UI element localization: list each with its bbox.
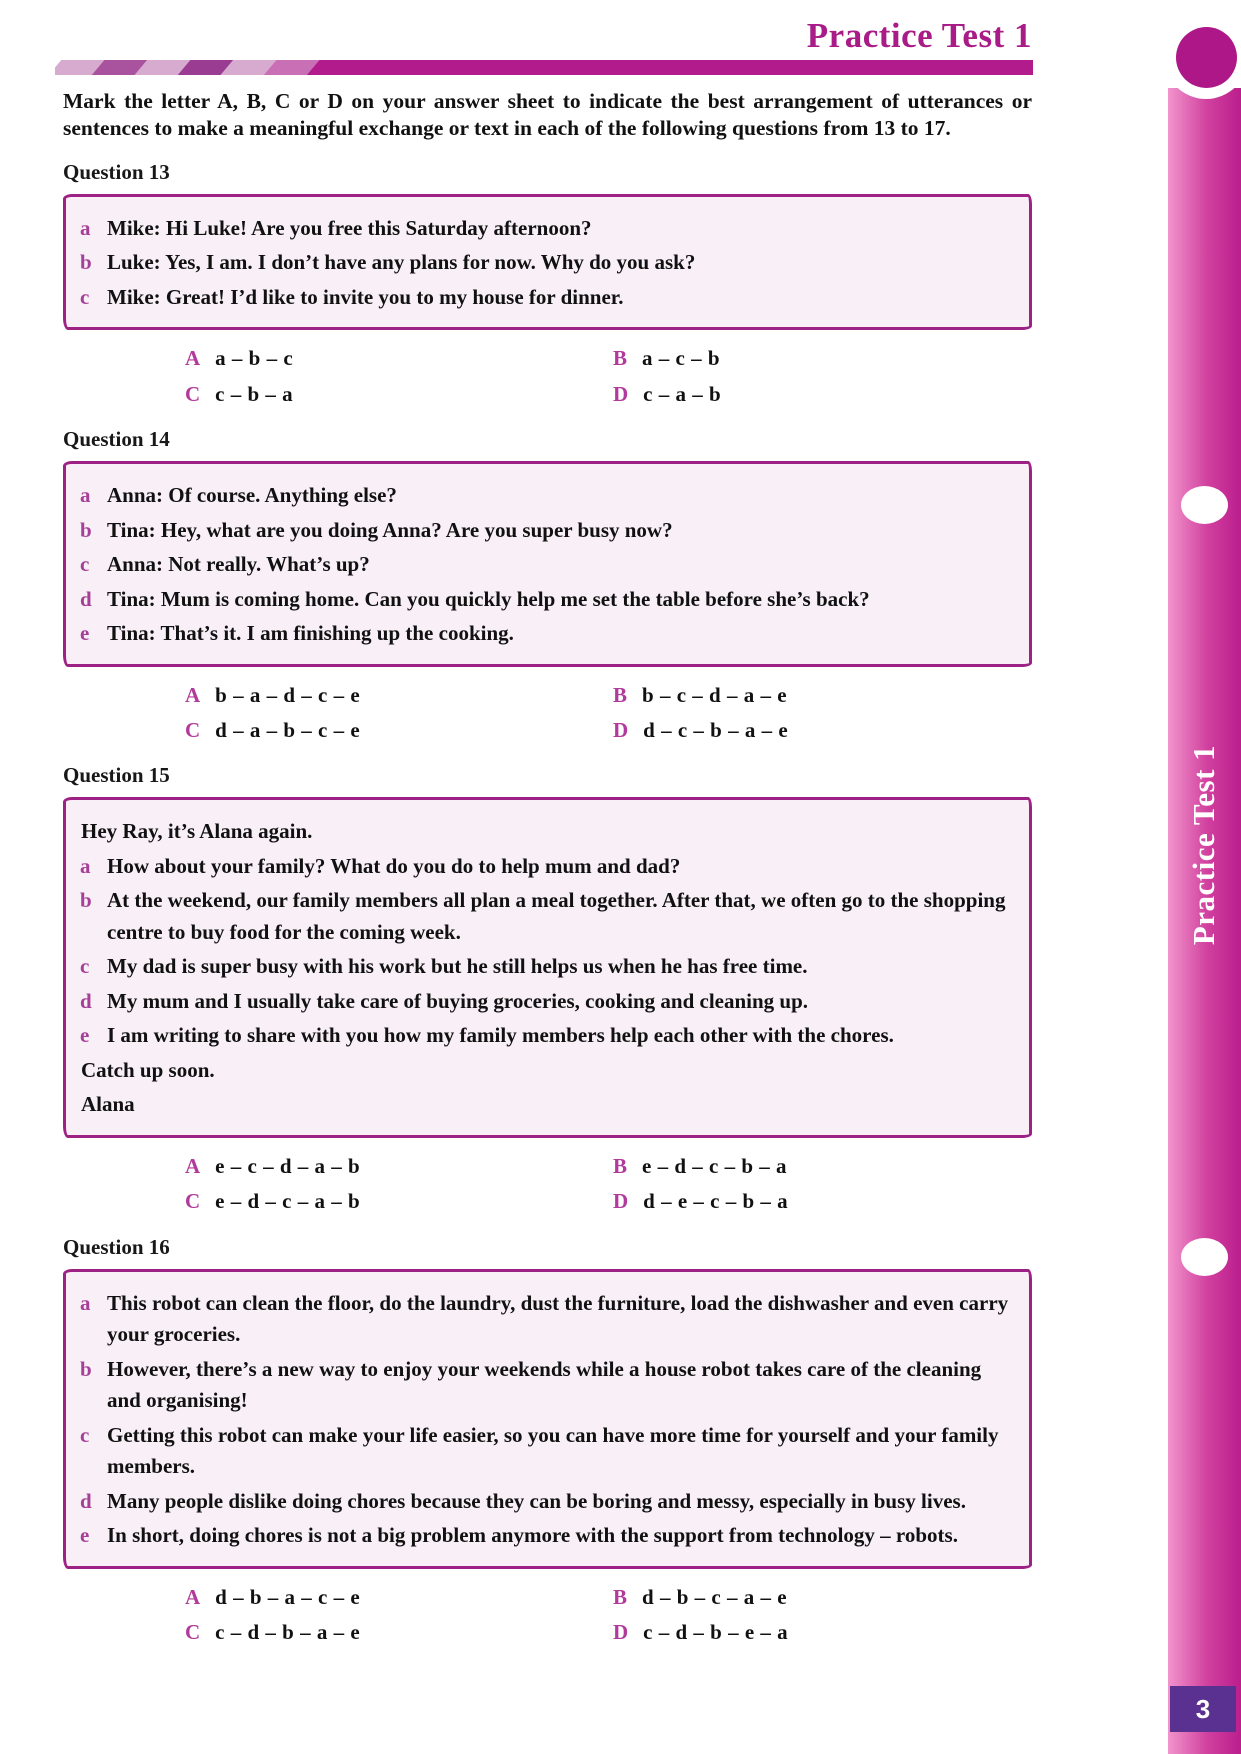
item-text: Getting this robot can make your life easier, so you can have more time for yourself and your family members. [107, 1422, 999, 1479]
option-letter: A [185, 1153, 201, 1178]
option-b [613, 344, 1032, 373]
white-dot [1181, 1238, 1228, 1276]
item-text: Anna: Of course. Anything else? [107, 483, 397, 508]
item-letter: d [80, 1488, 92, 1513]
dialogue-item [80, 986, 1011, 1018]
white-dot [1181, 486, 1228, 524]
header-accent-bar [55, 60, 1033, 75]
option-letter: D [613, 718, 629, 743]
option-text: c – d – b – a – e [215, 1620, 361, 1645]
item-letter: b [80, 888, 92, 913]
option-d [613, 1618, 1032, 1647]
dialogue-item [80, 1020, 1011, 1052]
sidebar-vertical-title: Practice Test 1 [1186, 744, 1222, 946]
question-15-box [63, 797, 1032, 1138]
dialogue-item [80, 851, 1011, 883]
item-letter: d [80, 586, 92, 611]
option-letter: D [613, 1189, 629, 1214]
item-text: However, there’s a new way to enjoy your weekends while a house robot takes care of the cleaning and organising! [107, 1356, 982, 1413]
option-c [185, 380, 613, 409]
option-text: d – c – b – a – e [643, 718, 789, 743]
option-text: d – b – c – a – e [642, 1584, 788, 1609]
option-text: e – d – c – b – a [642, 1153, 788, 1178]
option-letter: C [185, 381, 201, 406]
option-text: d – b – a – c – e [215, 1584, 361, 1609]
dialogue-item [80, 1486, 1011, 1518]
option-c [185, 1187, 613, 1216]
letter-signature: Alana [81, 1092, 135, 1117]
option-letter: C [185, 1620, 201, 1645]
question-14-label: Question 14 [63, 427, 170, 452]
option-b [613, 1152, 1032, 1181]
dialogue-item [80, 1354, 1011, 1417]
option-c [185, 716, 613, 745]
option-letter: D [613, 381, 629, 406]
item-text: Tina: Mum is coming home. Can you quickly help me set the table before she’s back? [107, 586, 870, 611]
option-text: a – c – b [642, 346, 721, 371]
option-letter: A [185, 346, 201, 371]
item-letter: c [80, 552, 90, 577]
item-text: Mike: Hi Luke! Are you free this Saturday afternoon? [107, 215, 592, 240]
option-a [185, 681, 613, 710]
item-letter: c [80, 954, 90, 979]
option-text: c – a – b [643, 381, 722, 406]
item-letter: c [80, 1422, 90, 1447]
page-number: 3 [1195, 1693, 1211, 1724]
dialogue-item [80, 480, 1011, 512]
item-text: At the weekend, our family members all plan a meal together. After that, we often go to the shopping centre to buy food for the coming week. [107, 888, 1006, 944]
dialogue-item [80, 247, 1011, 279]
option-letter: B [613, 1153, 628, 1178]
option-letter: C [185, 718, 201, 743]
dialogue-item [80, 1420, 1011, 1483]
question-16-label: Question 16 [63, 1234, 170, 1259]
option-d [613, 1187, 1032, 1216]
item-text: My mum and I usually take care of buying groceries, cooking and cleaning up. [107, 988, 809, 1013]
option-letter: A [185, 1584, 201, 1609]
option-letter: C [185, 1189, 201, 1214]
item-text: Tina: Hey, what are you doing Anna? Are you super busy now? [107, 517, 673, 542]
option-a [185, 344, 613, 373]
item-letter: e [80, 1023, 90, 1048]
item-text: I am writing to share with you how my family members help each other with the chores. [107, 1023, 894, 1048]
question-14-options [185, 681, 1032, 746]
question-13-box [63, 194, 1032, 331]
dialogue-item [80, 618, 1011, 650]
item-letter: a [80, 853, 91, 878]
dialogue-item [80, 213, 1011, 245]
option-c [185, 1618, 613, 1647]
page-number-badge [1170, 1686, 1236, 1732]
question-14-box [63, 461, 1032, 667]
option-d [613, 380, 1032, 409]
letter-closing: Catch up soon. [81, 1057, 215, 1082]
page-title: Practice Test 1 [806, 16, 1032, 55]
dialogue-item [80, 584, 1011, 616]
option-text: e – d – c – a – b [215, 1189, 361, 1214]
item-letter: e [80, 621, 90, 646]
instructions-text: Mark the letter A, B, C or D on your answer sheet to indicate the best arrangement of utterances or sentences to make a meaningful exchange or text in each of the following questions from 13 to 17. [63, 88, 1032, 140]
question-13-options [185, 344, 1032, 409]
option-text: e – c – d – a – b [215, 1153, 361, 1178]
stripe-solid [307, 60, 1033, 75]
option-letter: B [613, 682, 628, 707]
item-letter: a [80, 483, 91, 508]
dialogue-item [80, 885, 1011, 948]
item-letter: e [80, 1523, 90, 1548]
item-text: Luke: Yes, I am. I don’t have any plans for now. Why do you ask? [107, 250, 696, 275]
item-letter: c [80, 284, 90, 309]
item-letter: a [80, 215, 91, 240]
question-16-options [185, 1583, 1032, 1648]
item-text: My dad is super busy with his work but he still helps us when he has free time. [107, 954, 808, 979]
item-text: Tina: That’s it. I am finishing up the cooking. [107, 621, 514, 646]
item-text: Many people dislike doing chores because they can be boring and messy, especially in busy lives. [107, 1488, 966, 1513]
question-16-box [63, 1269, 1032, 1569]
dialogue-item [80, 1288, 1011, 1351]
item-text: How about your family? What do you do to help mum and dad? [107, 853, 681, 878]
item-letter: a [80, 1290, 91, 1315]
dialogue-item [80, 282, 1011, 314]
item-text: This robot can clean the floor, do the laundry, dust the furniture, load the dishwasher and even carry your groceries. [107, 1290, 1009, 1347]
item-letter: d [80, 988, 92, 1013]
option-letter: A [185, 682, 201, 707]
dialogue-item [80, 1520, 1011, 1552]
item-text: Anna: Not really. What’s up? [107, 552, 370, 577]
item-letter: b [80, 1356, 92, 1381]
question-13-label: Question 13 [63, 159, 170, 184]
option-letter: B [613, 1584, 628, 1609]
magenta-circle [1176, 27, 1237, 88]
option-text: c – d – b – e – a [643, 1620, 789, 1645]
option-text: d – e – c – b – a [643, 1189, 789, 1214]
option-b [613, 1583, 1032, 1612]
option-letter: D [613, 1620, 629, 1645]
item-text: Mike: Great! I’d like to invite you to my house for dinner. [107, 284, 624, 309]
option-text: c – b – a [215, 381, 294, 406]
item-text: In short, doing chores is not a big problem anymore with the support from technology – robots. [107, 1523, 958, 1548]
option-d [613, 716, 1032, 745]
question-15-label: Question 15 [63, 763, 170, 788]
question-15-options [185, 1152, 1032, 1217]
option-text: d – a – b – c – e [215, 718, 361, 743]
option-b [613, 681, 1032, 710]
item-letter: b [80, 517, 92, 542]
dialogue-item [80, 549, 1011, 581]
option-text: a – b – c [215, 346, 294, 371]
option-letter: B [613, 346, 628, 371]
item-letter: b [80, 250, 92, 275]
option-a [185, 1152, 613, 1181]
letter-intro: Hey Ray, it’s Alana again. [81, 819, 313, 844]
page-content [63, 0, 1032, 1654]
option-text: b – c – d – a – e [642, 682, 788, 707]
dialogue-item [80, 951, 1011, 983]
option-a [185, 1583, 613, 1612]
dialogue-item [80, 515, 1011, 547]
option-text: b – a – d – c – e [215, 682, 361, 707]
